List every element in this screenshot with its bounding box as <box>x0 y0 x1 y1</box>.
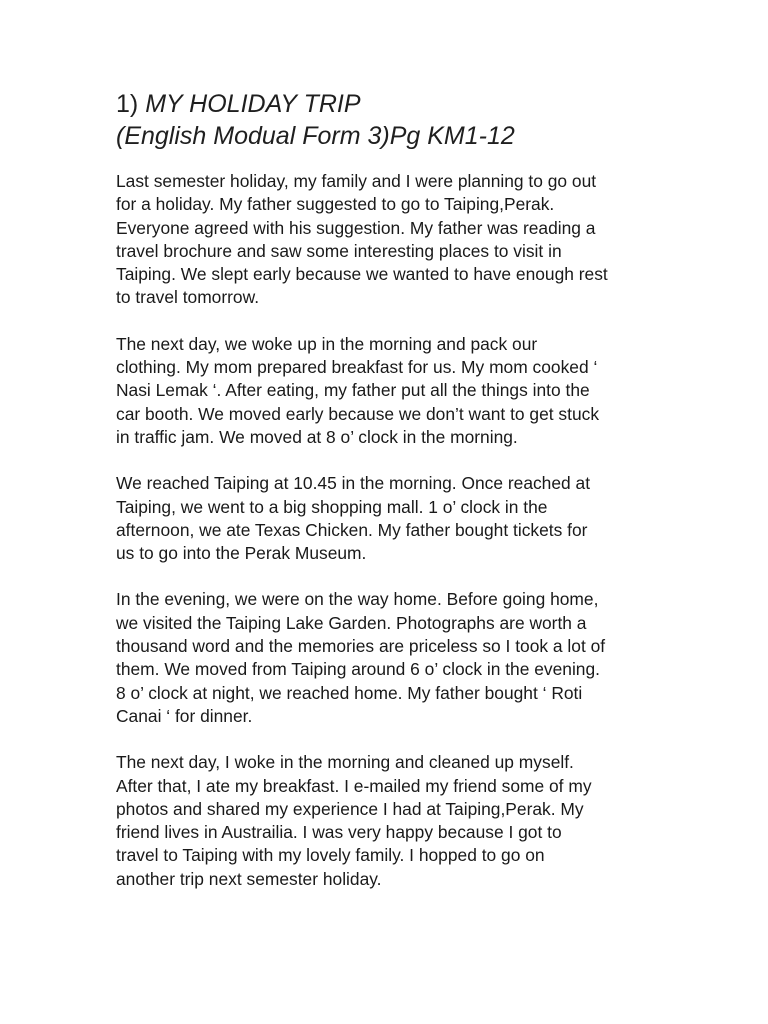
text-line: The next day, I woke in the morning and cleaned up myself. <box>116 752 574 773</box>
paragraph-5 <box>116 751 676 891</box>
text-line: travel brochure and saw some interesting places to visit in <box>116 240 562 261</box>
paragraph-2 <box>116 333 676 449</box>
title-number: 1) <box>116 90 139 118</box>
text-line: for a holiday. My father suggested to go to Taiping,Perak. <box>116 194 555 215</box>
text-line: Canai ‘ for dinner. <box>116 705 253 726</box>
paragraph-1 <box>116 170 676 310</box>
text-line: them. We moved from Taiping around 6 o’ clock in the evening. <box>116 659 600 680</box>
text-line: 8 o’ clock at night, we reached home. My father bought ‘ Roti <box>116 682 583 703</box>
title-heading: MY HOLIDAY TRIP <box>145 90 361 118</box>
essay-body <box>116 170 676 914</box>
text-line: us to go into the Perak Museum. <box>116 543 367 564</box>
text-line: After that, I ate my breakfast. I e-mailed my friend some of my <box>116 775 592 796</box>
text-line: car booth. We moved early because we don’t want to get stuck <box>116 403 600 424</box>
text-line: We reached Taiping at 10.45 in the morning. Once reached at <box>116 473 591 494</box>
text-line: clothing. My mom prepared breakfast for us. My mom cooked ‘ <box>116 357 598 378</box>
title-line-2 <box>116 120 716 152</box>
title-block <box>116 88 716 152</box>
text-line: photos and shared my experience I had at Taiping,Perak. My <box>116 798 584 819</box>
text-line: In the evening, we were on the way home. Before going home, <box>116 589 599 610</box>
text-line: afternoon, we ate Texas Chicken. My father bought tickets for <box>116 519 588 540</box>
text-line: in traffic jam. We moved at 8 o’ clock in the morning. <box>116 426 518 447</box>
text-line: friend lives in Austrailia. I was very happy because I got to <box>116 822 562 843</box>
text-line: thousand word and the memories are priceless so I took a lot of <box>116 636 606 657</box>
text-line: Everyone agreed with his suggestion. My father was reading a <box>116 217 596 238</box>
paragraph-4 <box>116 588 676 728</box>
text-line: Taiping, we went to a big shopping mall. 1 o’ clock in the <box>116 496 548 517</box>
title-line-1 <box>116 88 716 120</box>
title-subheading: (English Modual Form 3)Pg KM1-12 <box>116 122 515 150</box>
paragraph-3 <box>116 472 676 565</box>
text-line: to travel tomorrow. <box>116 287 260 308</box>
text-line: Nasi Lemak ‘. After eating, my father put all the things into the <box>116 380 590 401</box>
text-line: Taiping. We slept early because we wanted to have enough rest <box>116 264 608 285</box>
text-line: Last semester holiday, my family and I were planning to go out <box>116 171 597 191</box>
text-line: another trip next semester holiday. <box>116 868 382 889</box>
text-line: we visited the Taiping Lake Garden. Photographs are worth a <box>116 612 587 633</box>
text-line: travel to Taiping with my lovely family. I hopped to go on <box>116 845 545 866</box>
text-line: The next day, we woke up in the morning and pack our <box>116 333 538 354</box>
